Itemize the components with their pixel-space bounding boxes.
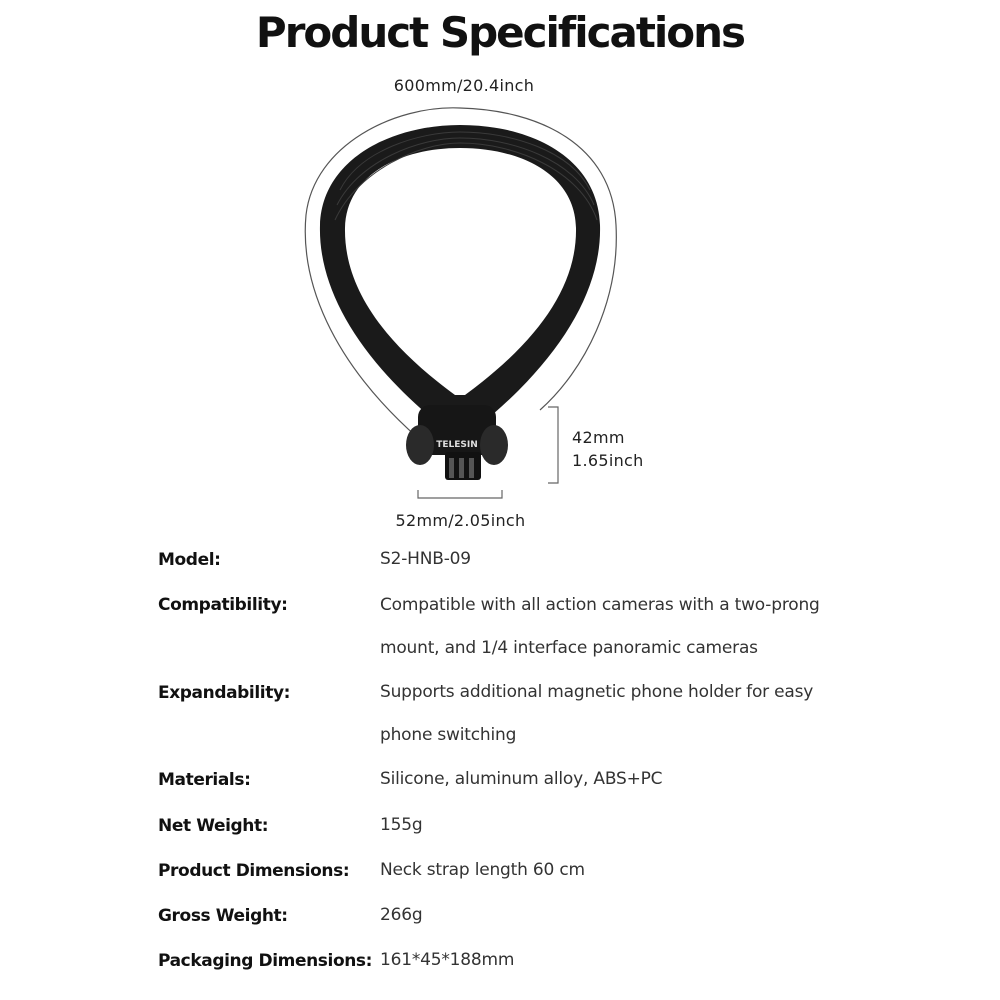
spec-label: Product Dimensions:: [158, 861, 350, 881]
spec-label: Expandability:: [158, 683, 291, 703]
spec-value: Neck strap length 60 cm: [380, 860, 585, 880]
spec-label: Compatibility:: [158, 595, 288, 615]
spec-value: 161*45*188mm: [380, 950, 515, 970]
spec-label: Net Weight:: [158, 816, 269, 836]
spec-value: Compatible with all action cameras with a two-prong mount, and 1/4 interface panoramic cameras: [380, 595, 820, 658]
spec-value: S2-HNB-09: [380, 549, 471, 569]
page-title: Product Specifications: [255, 8, 745, 57]
spec-label: Packaging Dimensions:: [158, 951, 373, 971]
spec-value: Silicone, aluminum alloy, ABS+PC: [380, 769, 663, 789]
spec-label: Gross Weight:: [158, 906, 288, 926]
spec-label: Materials:: [158, 770, 251, 790]
neck-strap: [320, 125, 600, 425]
length-dimension-label: 600mm/20.4inch: [393, 76, 535, 95]
spec-value: 266g: [380, 905, 423, 925]
spec-value: Supports additional magnetic phone holder for easy phone switching: [380, 682, 814, 745]
brand-logo: TELESIN: [436, 440, 478, 450]
width-dimension-bracket: [418, 490, 502, 498]
spec-label: Model:: [158, 550, 221, 570]
height-inch-label: 1.65inch: [572, 451, 644, 470]
height-mm-label: 42mm: [572, 428, 625, 447]
height-dimension-bracket: [548, 407, 558, 483]
spec-value: 155g: [380, 815, 423, 835]
width-dimension-label: 52mm/2.05inch: [395, 511, 526, 530]
